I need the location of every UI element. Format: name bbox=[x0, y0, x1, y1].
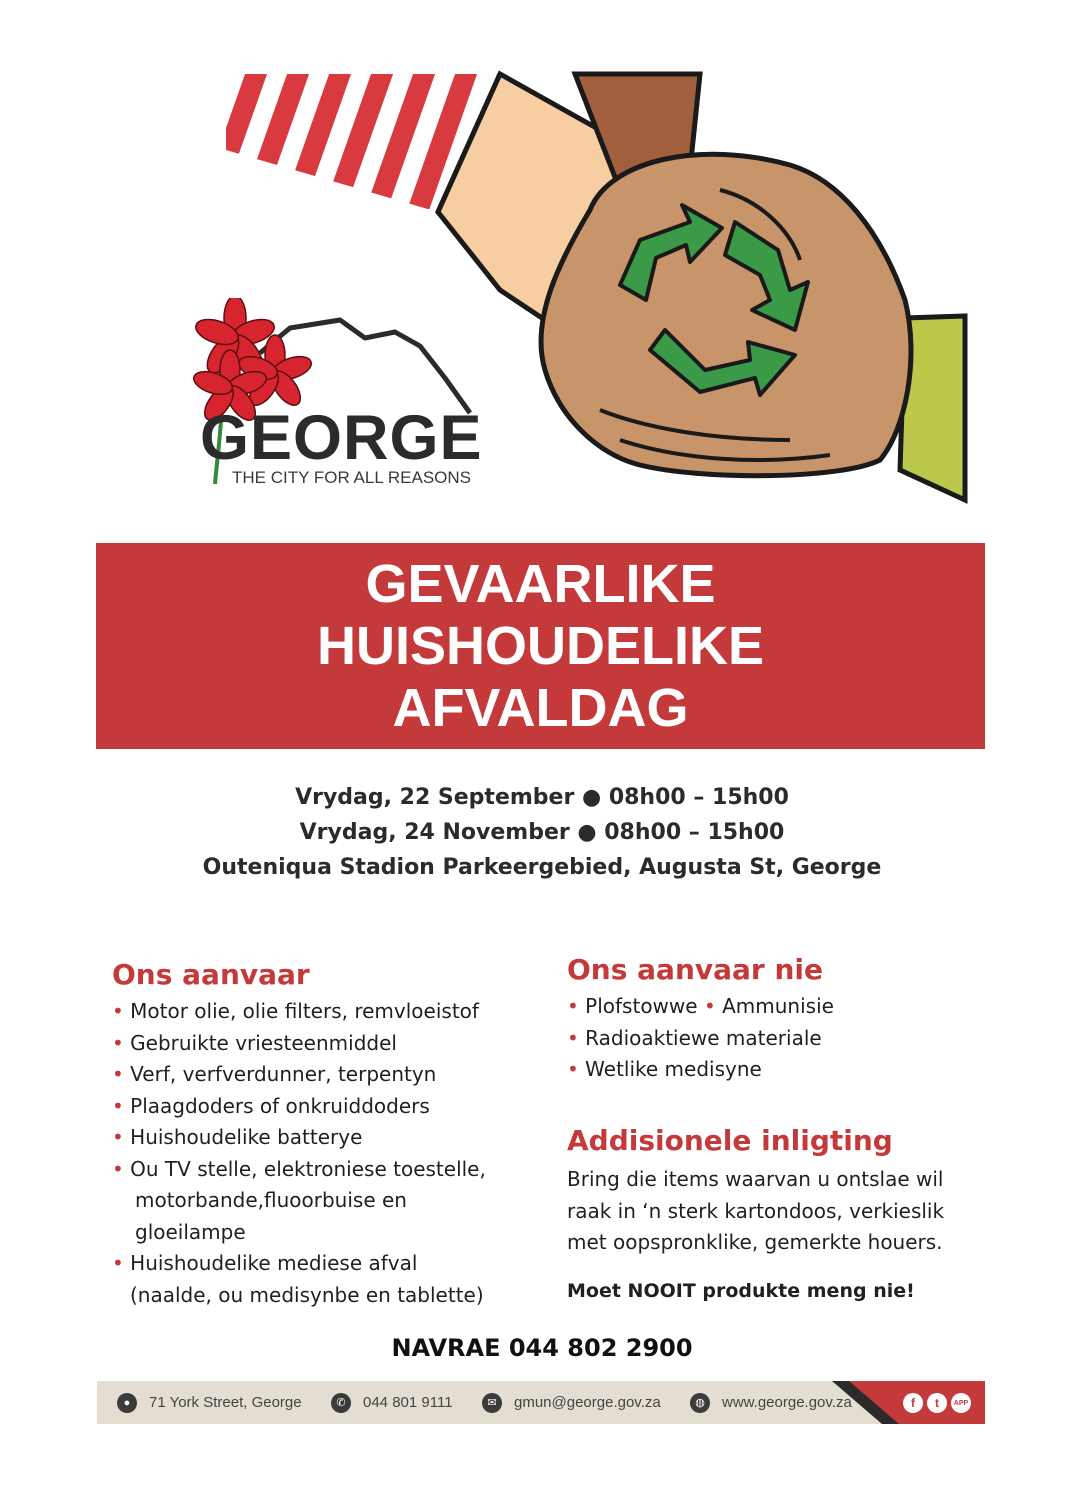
app-icon[interactable]: APP bbox=[951, 1393, 971, 1413]
not-accepted-heading: Ons aanvaar nie bbox=[567, 953, 823, 986]
enquiries-line: NAVRAE 044 802 2900 bbox=[391, 1334, 693, 1362]
list-item: • Verf, verfverdunner, terpentyn bbox=[112, 1062, 437, 1086]
hands-recycle-illustration bbox=[0, 0, 1080, 520]
accepted-list bbox=[112, 996, 552, 1311]
event-date-2: Vrydag, 24 November ● 08h00 – 15h00 bbox=[299, 820, 785, 845]
additional-info-section bbox=[567, 1124, 987, 1307]
not-accepted-section bbox=[567, 953, 987, 1086]
banner-line-2: HUISHOUDELIKE bbox=[316, 616, 765, 676]
logo-wordmark: GEORGE bbox=[200, 403, 483, 473]
accepted-heading: Ons aanvaar bbox=[112, 958, 310, 991]
title-banner bbox=[96, 543, 985, 749]
footer-email[interactable]: ✉ gmun@george.gov.za bbox=[482, 1381, 661, 1424]
list-item: • Huishoudelike mediese afval (naalde, ou medisynbe en tablette) bbox=[112, 1251, 484, 1307]
info-line-3: met oopspronklike, gemerkte houers. bbox=[567, 1230, 943, 1254]
twitter-icon[interactable]: t bbox=[927, 1393, 947, 1413]
info-line-2: raak in ‘n sterk kartondoos, verkieslik bbox=[567, 1198, 945, 1223]
list-item: • Plaagdoders of onkruiddoders bbox=[112, 1093, 430, 1118]
footer-phone: ✆ 044 801 9111 bbox=[331, 1381, 453, 1424]
list-item: • Radioaktiewe materiale bbox=[567, 1025, 822, 1050]
banner-line-3: AFVALDAG bbox=[392, 678, 689, 738]
email-icon: ✉ bbox=[482, 1393, 502, 1413]
globe-icon: ◍ bbox=[690, 1393, 710, 1413]
info-line-1: Bring die items waarvan u ontslae wil bbox=[567, 1167, 944, 1191]
additional-info-heading: Addisionele inligting bbox=[567, 1124, 893, 1157]
list-item: • Huishoudelike batterye bbox=[112, 1125, 363, 1149]
logo-tagline: THE CITY FOR ALL REASONS bbox=[232, 468, 472, 487]
accepted-section bbox=[112, 958, 552, 1311]
not-accepted-list bbox=[567, 991, 987, 1086]
list-item: • Wetlike medisyne bbox=[567, 1057, 762, 1081]
list-item: • Ou TV stelle, elektroniese toestelle, motorbande,fluoorbuise en gloeilampe bbox=[112, 1156, 486, 1244]
footer-address: ● 71 York Street, George bbox=[117, 1381, 302, 1424]
banner-line-1: GEVAARLIKE bbox=[365, 554, 716, 614]
cupped-hands bbox=[541, 154, 911, 475]
facebook-icon[interactable]: f bbox=[903, 1393, 923, 1413]
warning-text: Moet NOOIT produkte meng nie! bbox=[567, 1279, 915, 1302]
footer-bar bbox=[97, 1381, 985, 1424]
footer-website[interactable]: ◍ www.george.gov.za bbox=[690, 1381, 852, 1424]
list-item: • Gebruikte vriesteenmiddel bbox=[112, 1030, 397, 1055]
list-item: • Plofstowwe • Ammunisie bbox=[567, 994, 834, 1018]
event-date-1: Vrydag, 22 September ● 08h00 – 15h00 bbox=[295, 785, 789, 810]
event-details bbox=[0, 780, 1080, 885]
phone-icon: ✆ bbox=[331, 1393, 351, 1413]
list-item: • Motor olie, olie filters, remvloeistof bbox=[112, 999, 479, 1023]
event-location: Outeniqua Stadion Parkeergebied, Augusta St, George bbox=[202, 855, 882, 880]
location-pin-icon: ● bbox=[117, 1393, 137, 1413]
